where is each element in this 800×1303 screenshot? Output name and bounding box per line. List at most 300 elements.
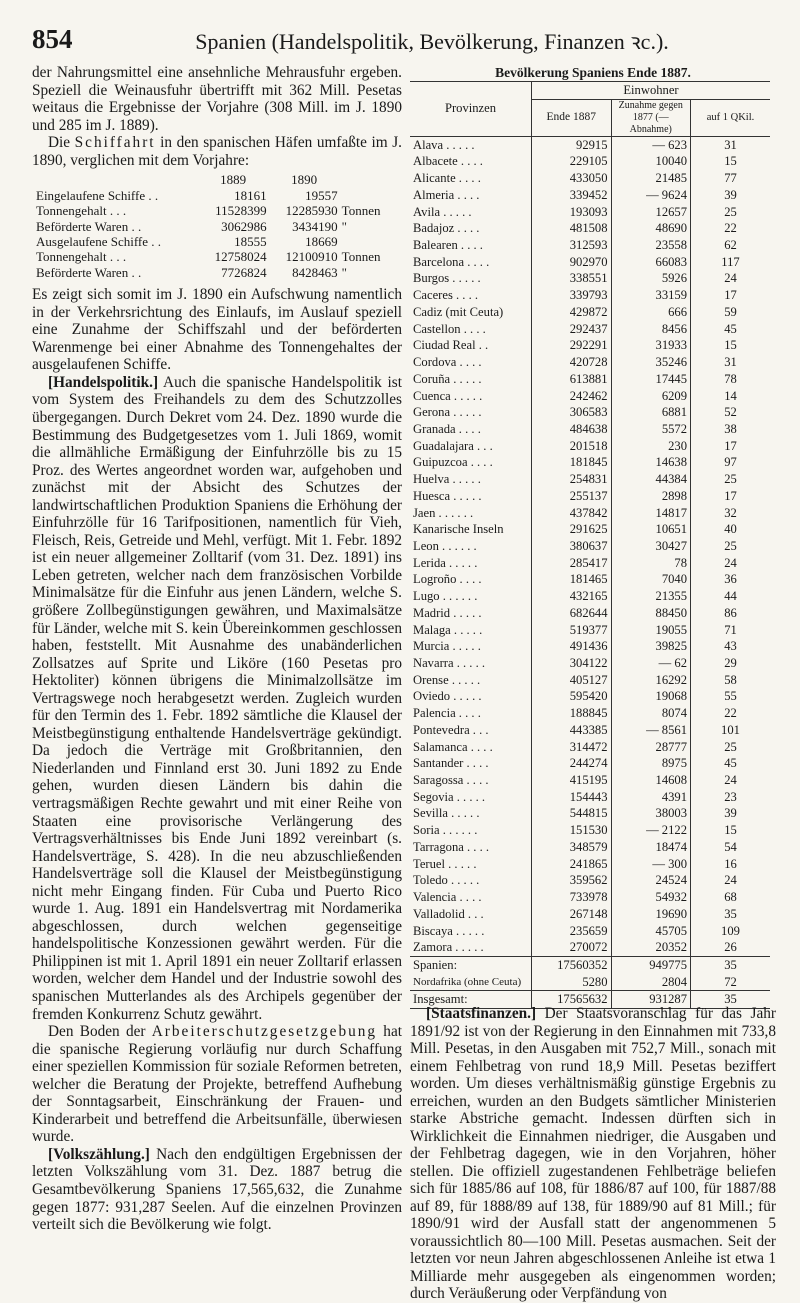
population-cell: 8975	[611, 755, 691, 772]
shipping-cell-v1: 18555	[234, 233, 267, 249]
province-row	[410, 672, 770, 689]
population-title: Bevölkerung Spaniens Ende 1887.	[495, 65, 691, 80]
population-cell: 244274	[532, 755, 612, 772]
population-cell: Cadiz (mit Ceuta)	[410, 304, 532, 321]
population-cell: Castellon . . . .	[410, 321, 532, 338]
population-cell: 2804	[611, 974, 691, 991]
population-cell: 109	[721, 923, 740, 938]
shipping-cell-v1: 12758024	[214, 249, 267, 265]
population-cell: 18474	[611, 839, 691, 856]
province-row	[410, 337, 770, 354]
population-section	[410, 64, 776, 1009]
population-cell: 2898	[611, 488, 691, 505]
population-cell: 92915	[532, 136, 612, 153]
population-cell: 682644	[532, 605, 612, 622]
population-cell: 78	[611, 555, 691, 572]
population-cell: 54932	[611, 889, 691, 906]
population-cell: 595420	[532, 688, 612, 705]
population-cell: — 2122	[611, 822, 691, 839]
population-cell: 437842	[532, 505, 612, 522]
population-cell: Toledo . . . . .	[410, 872, 532, 889]
population-cell: 39825	[611, 638, 691, 655]
page-header	[28, 22, 776, 56]
paragraph-handelspolitik: [Handelspolitik.] Auch die spanische Handelspolitik ist vom System des Freihandels zu dem des Schutzzolles übergegangen. Durch Dekret vom 24. Dez. 1890 wurde die Bestimmung des Budgetgesetzes vom 1. Juli 1869, womit die allmähliche Ermäßigung der Einfuhrzölle bis zu 15 Proz. des Wertes angeordnet worden war, aufgehoben und zunächst mit der Absicht des Schutzes der landwirtschaftlichen Produktion Spaniens die Erhöhung der Einfuhrzölle für 16 Tarifpositionen, namentlich für Vieh, Fleisch, Reis, Getreide und Mehl, verfügt. Mit 1. Febr. 1892 ist ein neuer allgemeiner Zolltarif (vom 31. Dez. 1891) ins Leben getreten, welcher nach dem französischen Vorbilde Minimalsätze für die Einfuhr aus jenen Ländern, welche S. größere Zollbegünstigungen gewähren, und Maximalsätze für Länder, welche mit S. kein Übereinkommen geschlossen haben, feststellt. Mit Ausnahme des unabänderlichen Zollsatzes auf Sprite und Liköre (160 Pesetas pro Hektoliter) können übrigens die Minimalzollsätze im Vertragswege noch herabgesetzt werden. Zugleich wurden für den Termin des 1. Febr. 1892 sämtliche die Klausel der Meistbegünstigung enthaltende Handelsverträge gekündigt. Da jedoch die Verträge mit Großbritannien, den Niederlanden und Finnland erst 30. Juni 1892 zu Ende gehen, wurden diesen Ländern bis dahin die vertragsmäßigen Rechte gewahrt und mit einer Reihe von Staaten eine provisorische Verlängerung des Vertragsverhältnisses bis Ende Juni 1892 vereinbart (s. Handelsverträge, S. 428). In die neu abzuschließenden Handelsverträge soll die Klausel der Meistbegünstigung nicht mehr Eingang finden. Für Cuba und Puerto Rico wurde 1. Aug. 1891 ein Handelsvertrag mit Nordamerika abgeschlossen, durch welchen gegenseitige handelspolitische Konzessionen gewährt werden. Für die Philippinen ist mit 1. April 1891 ein neuer Zolltarif erlassen worden, welcher dem Handel und der Industrie sowohl des spanischen Mutterlandes als des Archipels gegenüber der fremden Konkurrenz Schutz gewährt.	[32, 373, 402, 1023]
population-cell: 14817	[611, 505, 691, 522]
population-cell: 314472	[532, 739, 612, 756]
population-cell: 491436	[532, 638, 612, 655]
population-cell: 39	[724, 806, 737, 821]
province-row	[410, 204, 770, 221]
population-cell: 17	[724, 438, 737, 453]
population-cell: Guipuzcoa . . . .	[410, 454, 532, 471]
population-cell: 339793	[532, 287, 612, 304]
population-cell: Leon . . . . . .	[410, 538, 532, 555]
shipping-cell-label: Beförderte Waren . .	[36, 218, 142, 234]
section-tag-staatsfinanzen: [Staatsfinanzen.]	[426, 1005, 537, 1022]
population-cell: Oviedo . . . . .	[410, 688, 532, 705]
population-cell: Valencia . . . .	[410, 889, 532, 906]
population-cell: 38003	[611, 805, 691, 822]
population-cell: 62	[724, 238, 737, 253]
shipping-row	[34, 265, 394, 280]
population-cell: 242462	[532, 388, 612, 405]
province-row	[410, 454, 770, 471]
population-cell: 88450	[611, 605, 691, 622]
population-cell: 44	[724, 589, 737, 604]
population-cell: 33159	[611, 287, 691, 304]
population-cell: 26	[724, 940, 737, 955]
population-cell: Navarra . . . . .	[410, 655, 532, 672]
population-cell: 10651	[611, 521, 691, 538]
population-cell: 5280	[532, 974, 612, 991]
shipping-row	[34, 188, 394, 203]
population-cell: 235659	[532, 923, 612, 940]
population-cell: 188845	[532, 705, 612, 722]
population-cell: 255137	[532, 488, 612, 505]
left-column	[32, 64, 402, 1234]
shipping-cell-v2: 18669	[305, 233, 338, 249]
shipping-cell-label: Tonnengehalt . . .	[36, 249, 127, 265]
population-cell: 45705	[611, 923, 691, 940]
province-row	[410, 655, 770, 672]
header-provinces: Provinzen	[410, 82, 532, 137]
population-cell: 24	[724, 271, 737, 286]
population-cell: 58	[724, 672, 737, 687]
shipping-cell-label: Ausgelaufene Schiffe . .	[36, 233, 162, 249]
province-row	[410, 538, 770, 555]
population-cell: 40	[724, 522, 737, 537]
population-cell: 25	[724, 204, 737, 219]
population-cell: 24	[724, 555, 737, 570]
province-row	[410, 722, 770, 739]
province-row	[410, 220, 770, 237]
population-cell: 415195	[532, 772, 612, 789]
population-cell: 254831	[532, 471, 612, 488]
population-cell: Teruel . . . . .	[410, 856, 532, 873]
population-cell: 154443	[532, 789, 612, 806]
population-cell: Pontevedra . . .	[410, 722, 532, 739]
province-row	[410, 388, 770, 405]
population-cell: Valladolid . . .	[410, 906, 532, 923]
population-cell: 17	[724, 288, 737, 303]
population-cell: 229105	[532, 153, 612, 170]
population-cell: Sevilla . . . . .	[410, 805, 532, 822]
population-cell: Badajoz . . . .	[410, 220, 532, 237]
population-cell: 24	[724, 773, 737, 788]
population-cell: 35	[691, 991, 771, 1009]
province-row	[410, 755, 770, 772]
running-title: Spanien (Handelspolitik, Bevölkerung, Finanzen ꝛc.).	[195, 29, 669, 54]
shipping-cell-v1: 11528399	[215, 203, 267, 219]
population-cell: 31	[724, 355, 737, 370]
population-cell: 380637	[532, 538, 612, 555]
population-cell: 25	[724, 739, 737, 754]
shipping-cell-unit	[340, 188, 394, 203]
population-cell: 5572	[611, 421, 691, 438]
population-cell: 97	[724, 455, 737, 470]
shipping-cell-unit	[340, 234, 394, 249]
province-row	[410, 889, 770, 906]
population-cell: 181845	[532, 454, 612, 471]
population-cell: 348579	[532, 839, 612, 856]
province-row	[410, 304, 770, 321]
paragraph-schiffahrt: Die Schiffahrt in den spanischen Häfen umfaßte im J. 1890, verglichen mit dem Vorjahre:	[32, 134, 402, 169]
population-table	[410, 81, 770, 1009]
population-cell: 24524	[611, 872, 691, 889]
population-cell: 30427	[611, 538, 691, 555]
population-cell: 17445	[611, 371, 691, 388]
population-cell: Barcelona . . . .	[410, 254, 532, 271]
province-row	[410, 705, 770, 722]
population-cell: 429872	[532, 304, 612, 321]
paragraph-arbeiterschutz: Den Boden der Arbeiterschutzgesetzgebung hat die spanische Regierung vorläufig nur durch Schaffung einer speziellen Kommission für soziale Reformen betreten, welcher die Beratung der Projekte, betreffend Aufhebung der Sonntagsarbeit, Einschränkung der Frauen- und Kinderarbeit und betreffend die Arbeitsunfälle, überwiesen wurde.	[32, 1023, 402, 1146]
province-row	[410, 187, 770, 204]
population-cell: Orense . . . . .	[410, 672, 532, 689]
population-cell: 17	[724, 488, 737, 503]
population-cell: Guadalajara . . .	[410, 438, 532, 455]
population-cell: Murcia . . . . .	[410, 638, 532, 655]
population-cell: 267148	[532, 906, 612, 923]
population-cell: 35	[724, 906, 737, 921]
population-cell: 36	[724, 572, 737, 587]
shipping-row	[34, 249, 394, 264]
population-cell: Avila . . . . .	[410, 204, 532, 221]
province-row	[410, 571, 770, 588]
province-row	[410, 772, 770, 789]
population-cell: Biscaya . . . . .	[410, 923, 532, 940]
population-cell: 544815	[532, 805, 612, 822]
population-cell: 25	[724, 472, 737, 487]
population-cell: 22	[724, 706, 737, 721]
population-cell: 16292	[611, 672, 691, 689]
population-cell: 22	[724, 221, 737, 236]
population-cell: Palencia . . . .	[410, 705, 532, 722]
population-cell: Coruña . . . . .	[410, 371, 532, 388]
shipping-cell-v2: 8428463	[292, 264, 338, 280]
population-cell: Alava . . . . .	[410, 136, 532, 153]
province-row	[410, 805, 770, 822]
population-cell: Madrid . . . . .	[410, 605, 532, 622]
shipping-cell-v1: 18161	[234, 187, 267, 203]
province-row	[410, 856, 770, 873]
province-row	[410, 354, 770, 371]
population-cell: 23558	[611, 237, 691, 254]
keyword-arbeiterschutz: Arbeiterschutzgesetzgebung	[151, 1023, 378, 1041]
population-cell: 78	[724, 371, 737, 386]
population-cell: 38	[724, 421, 737, 436]
population-cell: 12657	[611, 204, 691, 221]
population-cell: 15	[724, 338, 737, 353]
province-row	[410, 521, 770, 538]
population-cell: 59	[724, 304, 737, 319]
population-cell: 304122	[532, 655, 612, 672]
population-cell: 931287	[611, 991, 691, 1009]
paragraph-volkszaehlung: [Volkszählung.] Nach den endgültigen Ergebnissen der letzten Volkszählung vom 31. Dez. 1887 betrug die Gesamtbevölkerung Spaniens 17,565,632, die Zunahme gegen 1877: 931,287 Seelen. Auf die einzelnen Provinzen verteilt sich die Bevölkerung wie folgt.	[32, 1145, 402, 1234]
province-row	[410, 739, 770, 756]
population-cell: 14608	[611, 772, 691, 789]
population-cell: 66083	[611, 254, 691, 271]
population-cell: 339452	[532, 187, 612, 204]
population-cell: 8074	[611, 705, 691, 722]
population-cell: Caceres . . . .	[410, 287, 532, 304]
province-row	[410, 923, 770, 940]
population-cell: 6881	[611, 404, 691, 421]
paragraph-nahrungsmittel: der Nahrungsmittel eine ansehnliche Mehrausfuhr ergeben. Speziell die Weinausfuhr übertrifft mit 362 Mill. Pesetas weitaus die Ergebnisse der Vorjahre (308 Mill. im J. 1890 und 285 im J. 1889).	[32, 64, 402, 134]
population-cell: Alicante . . . .	[410, 170, 532, 187]
right-text	[410, 1005, 776, 1303]
province-row	[410, 789, 770, 806]
population-cell: 230	[611, 438, 691, 455]
province-row	[410, 822, 770, 839]
population-cell: 432165	[532, 588, 612, 605]
province-row	[410, 505, 770, 522]
population-cell: 48690	[611, 220, 691, 237]
shipping-cell-v2: 19557	[305, 187, 338, 203]
population-cell: Cordova . . . .	[410, 354, 532, 371]
page-number: 854	[32, 24, 73, 54]
population-cell: Gerona . . . . .	[410, 404, 532, 421]
population-cell: 312593	[532, 237, 612, 254]
population-cell: 21355	[611, 588, 691, 605]
population-cell: 72	[724, 974, 737, 989]
population-cell: 71	[724, 622, 737, 637]
province-row	[410, 906, 770, 923]
population-cell: 291625	[532, 521, 612, 538]
population-cell: — 62	[611, 655, 691, 672]
population-cell: — 300	[611, 856, 691, 873]
province-row	[410, 622, 770, 639]
province-row	[410, 939, 770, 956]
province-row	[410, 638, 770, 655]
population-cell: 666	[611, 304, 691, 321]
shipping-cell-unit: Tonnen	[341, 203, 381, 219]
population-cell: 45	[724, 756, 737, 771]
paragraph-staatsfinanzen: [Staatsfinanzen.] Der Staatsvoranschlag für das Jahr 1891/92 ist von der Regierung in den Einnahmen mit 733,8 Mill. Pesetas, in den Ausgaben mit 752,7 Mill., sonach mit einem Fehlbetrag von rund 18,9 Mill. Pesetas beziffert worden. Um dieses verhältnismäßig günstige Ergebnis zu erreichen, wurden an den Budgets sämtlicher Ministerien starke Abstriche gemacht. Indessen dürften sich in Wirklichkeit die Einnahmen niedriger, die Ausgaben und der Fehlbetrag dagegen, wie in den Vorjahren, höher stellen. Die offiziell zugestandenen Fehlbeträge beliefen sich für 1885/86 auf 108, für 1886/87 auf 100, für 1887/88 auf 89, für 1888/89 auf 138, für 1889/90 auf 81 Mill.; für 1890/91 wird der Ausfall statt der angenommenen 5 voraussichtlich 80—100 Mill. Pesetas ausmachen. Seit der letzten vor neun Jahren abgeschlossenen Anleihe ist etwa 1 Milliarde mehr ausgegeben als eingenommen worden; durch Veräußerung oder Verpfändung von	[410, 1005, 776, 1302]
population-cell: 6209	[611, 388, 691, 405]
population-cell: 241865	[532, 856, 612, 873]
population-cell: 613881	[532, 371, 612, 388]
province-row	[410, 270, 770, 287]
population-cell: 16	[724, 856, 737, 871]
nordafrika-row	[410, 974, 770, 991]
population-cell: Almeria . . . .	[410, 187, 532, 204]
population-cell: Tarragona . . . .	[410, 839, 532, 856]
year-1889: 1889	[220, 172, 247, 188]
population-cell: Santander . . . .	[410, 755, 532, 772]
population-cell: Ciudad Real . .	[410, 337, 532, 354]
shipping-cell-v1: 3062986	[221, 218, 267, 234]
population-cell: 77	[724, 171, 737, 186]
province-row	[410, 471, 770, 488]
shipping-cell-v2: 12100910	[285, 249, 338, 265]
population-cell: Granada . . . .	[410, 421, 532, 438]
header-change: Zunahme gegen 1877 (— Abnahme)	[611, 99, 691, 136]
population-cell: 270072	[532, 939, 612, 956]
shipping-cell-v2: 3434190	[292, 218, 338, 234]
population-cell: 29	[724, 656, 737, 670]
population-cell: 201518	[532, 438, 612, 455]
province-row	[410, 488, 770, 505]
province-row	[410, 688, 770, 705]
population-cell: Lerida . . . . .	[410, 555, 532, 572]
population-cell: Salamanca . . . .	[410, 739, 532, 756]
shipping-row	[34, 203, 394, 218]
population-cell: 420728	[532, 354, 612, 371]
population-cell: 35	[691, 956, 771, 973]
population-cell: 949775	[611, 956, 691, 973]
population-cell: — 8561	[611, 722, 691, 739]
province-row	[410, 136, 770, 153]
section-tag-volkszaehlung: [Volkszählung.]	[48, 1145, 150, 1163]
header-inhabitants: Einwohner	[532, 82, 771, 100]
population-cell: Segovia . . . . .	[410, 789, 532, 806]
section-tag-handelspolitik: [Handelspolitik.]	[48, 373, 159, 391]
population-cell: 902970	[532, 254, 612, 271]
population-cell: 23	[724, 789, 737, 804]
spain-total-row	[410, 956, 770, 973]
shipping-cell-label: Eingelaufene Schiffe . .	[36, 187, 159, 203]
population-cell: 19068	[611, 688, 691, 705]
shipping-cell-unit: "	[341, 218, 347, 234]
population-cell: 4391	[611, 789, 691, 806]
population-cell: 101	[721, 722, 740, 737]
population-cell: 15	[724, 154, 737, 169]
population-cell: 17560352	[532, 956, 612, 973]
population-cell: 54	[724, 839, 737, 854]
population-cell: 292437	[532, 321, 612, 338]
population-cell: 8456	[611, 321, 691, 338]
province-row	[410, 438, 770, 455]
population-cell: 52	[724, 405, 737, 420]
population-cell: Burgos . . . . .	[410, 270, 532, 287]
population-cell: 15	[724, 823, 737, 838]
population-cell: 733978	[532, 889, 612, 906]
population-cell: 443385	[532, 722, 612, 739]
population-cell: 31933	[611, 337, 691, 354]
population-cell: 151530	[532, 822, 612, 839]
population-cell: 25	[724, 538, 737, 553]
population-cell: Lugo . . . . . .	[410, 588, 532, 605]
shipping-row	[34, 234, 394, 249]
province-row	[410, 153, 770, 170]
shipping-cell-unit: Tonnen	[341, 249, 381, 265]
population-cell: 32	[724, 505, 737, 520]
population-cell: Spanien:	[410, 956, 532, 973]
population-cell: 44384	[611, 471, 691, 488]
population-cell: 433050	[532, 170, 612, 187]
population-cell: 14638	[611, 454, 691, 471]
population-cell: 285417	[532, 555, 612, 572]
province-row	[410, 872, 770, 889]
province-row	[410, 421, 770, 438]
province-row	[410, 605, 770, 622]
population-cell: 20352	[611, 939, 691, 956]
population-cell: Huelva . . . . .	[410, 471, 532, 488]
province-row	[410, 237, 770, 254]
province-row	[410, 254, 770, 271]
population-cell: 484638	[532, 421, 612, 438]
population-cell: 86	[724, 605, 737, 620]
population-cell: 10040	[611, 153, 691, 170]
shipping-cell-label: Beförderte Waren . .	[36, 264, 142, 280]
population-cell: Jaen . . . . . .	[410, 505, 532, 522]
population-cell: 306583	[532, 404, 612, 421]
year-1890: 1890	[291, 172, 318, 188]
population-cell: Albacete . . . .	[410, 153, 532, 170]
population-cell: 481508	[532, 220, 612, 237]
province-row	[410, 839, 770, 856]
population-cell: — 9624	[611, 187, 691, 204]
province-row	[410, 404, 770, 421]
population-cell: Cuenca . . . . .	[410, 388, 532, 405]
population-cell: 35246	[611, 354, 691, 371]
population-cell: 292291	[532, 337, 612, 354]
population-cell: 359562	[532, 872, 612, 889]
population-cell: 117	[721, 254, 740, 269]
population-cell: 55	[724, 689, 737, 704]
population-cell: 405127	[532, 672, 612, 689]
province-row	[410, 287, 770, 304]
population-cell: 39	[724, 187, 737, 202]
population-cell: Balearen . . . .	[410, 237, 532, 254]
population-cell: Logroño . . . .	[410, 571, 532, 588]
shipping-table	[34, 172, 394, 280]
shipping-row	[34, 219, 394, 234]
population-cell: 28777	[611, 739, 691, 756]
population-cell: 21485	[611, 170, 691, 187]
population-cell: 14	[724, 388, 737, 403]
province-row	[410, 555, 770, 572]
population-cell: 7040	[611, 571, 691, 588]
population-cell: 519377	[532, 622, 612, 639]
province-row	[410, 371, 770, 388]
province-row	[410, 321, 770, 338]
population-cell: 43	[724, 639, 737, 654]
population-cell: 181465	[532, 571, 612, 588]
shipping-cell-unit: "	[341, 264, 347, 280]
shipping-cell-v1: 7726824	[221, 264, 267, 280]
population-cell: Huesca . . . . .	[410, 488, 532, 505]
population-cell: Kanarische Inseln	[410, 521, 532, 538]
population-cell: 17565632	[532, 991, 612, 1009]
population-cell: 338551	[532, 270, 612, 287]
population-cell: 45	[724, 321, 737, 336]
province-row	[410, 588, 770, 605]
population-cell: 68	[724, 890, 737, 905]
population-cell: Malaga . . . . .	[410, 622, 532, 639]
population-cell: 19055	[611, 622, 691, 639]
shipping-cell-label: Tonnengehalt . . .	[36, 203, 127, 219]
